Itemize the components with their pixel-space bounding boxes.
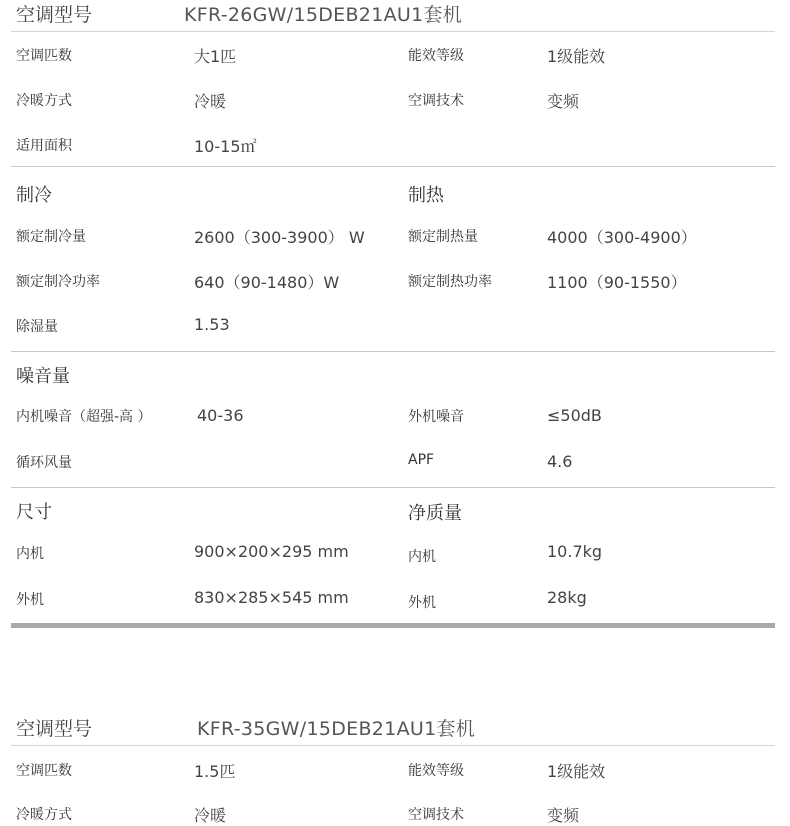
divider (11, 351, 775, 352)
outdoor-size-value: 830×285×545 mm (194, 588, 349, 607)
efficiency-value: 1级能效 (547, 47, 606, 66)
indoor-noise-value: 40-36 (197, 406, 244, 425)
tech-value: 变频 (547, 806, 580, 825)
model-value: KFR-35GW/15DEB21AU1套机 (197, 718, 476, 740)
horse-label: 空调匹数 (16, 48, 72, 64)
outdoor-size-label: 外机 (16, 592, 44, 608)
mode-value: 冷暖 (194, 92, 227, 111)
indoor-weight-value: 10.7kg (547, 542, 603, 561)
efficiency-label: 能效等级 (408, 763, 464, 779)
area-label: 适用面积 (16, 138, 72, 154)
heating-power-value: 1100（90-1550） (547, 273, 687, 292)
noise-title: 噪音量 (16, 366, 70, 387)
cooling-capacity-label: 额定制冷量 (16, 229, 86, 245)
dehumid-value: 1.53 (194, 315, 230, 334)
heating-capacity-value: 4000（300-4900） (547, 228, 697, 247)
apf-value: 4.6 (547, 452, 573, 471)
section-end-divider (11, 623, 775, 628)
model-label: 空调型号 (16, 718, 93, 740)
indoor-weight-label: 内机 (408, 549, 436, 565)
outdoor-noise-label: 外机噪音 (408, 409, 464, 425)
cooling-power-label: 额定制冷功率 (16, 274, 100, 290)
heating-title: 制热 (408, 185, 444, 206)
tech-value: 变频 (547, 92, 580, 111)
horse-value: 1.5匹 (194, 762, 236, 781)
divider (11, 166, 775, 167)
divider (11, 487, 775, 488)
airflow-label: 循环风量 (16, 455, 72, 471)
horse-value: 大1匹 (194, 47, 237, 66)
indoor-noise-label: 内机噪音（超强-高 ） (16, 409, 152, 425)
outdoor-weight-value: 28kg (547, 588, 587, 607)
size-title: 尺寸 (16, 502, 52, 523)
cooling-capacity-value: 2600（300-3900） W (194, 228, 365, 247)
horse-label: 空调匹数 (16, 763, 72, 779)
mode-label: 冷暖方式 (16, 93, 72, 109)
outdoor-weight-label: 外机 (408, 595, 436, 611)
efficiency-label: 能效等级 (408, 48, 464, 64)
apf-label: APF (408, 452, 435, 468)
outdoor-noise-value: ≤50dB (547, 406, 602, 425)
cooling-title: 制冷 (16, 185, 52, 206)
divider (11, 745, 775, 746)
heating-power-label: 额定制热功率 (408, 274, 492, 290)
mode-label: 冷暖方式 (16, 807, 72, 823)
efficiency-value: 1级能效 (547, 762, 606, 781)
cooling-power-value: 640（90-1480）W (194, 273, 340, 292)
mode-value: 冷暖 (194, 806, 227, 825)
heating-capacity-label: 额定制热量 (408, 229, 478, 245)
model-value: KFR-26GW/15DEB21AU1套机 (184, 4, 463, 26)
area-value: 10-15㎡ (194, 137, 257, 156)
indoor-size-label: 内机 (16, 546, 44, 562)
tech-label: 空调技术 (408, 807, 464, 823)
indoor-size-value: 900×200×295 mm (194, 542, 349, 561)
weight-title: 净质量 (408, 503, 462, 524)
divider (11, 31, 775, 32)
model-label: 空调型号 (16, 4, 93, 26)
tech-label: 空调技术 (408, 93, 464, 109)
dehumid-label: 除湿量 (16, 319, 58, 335)
